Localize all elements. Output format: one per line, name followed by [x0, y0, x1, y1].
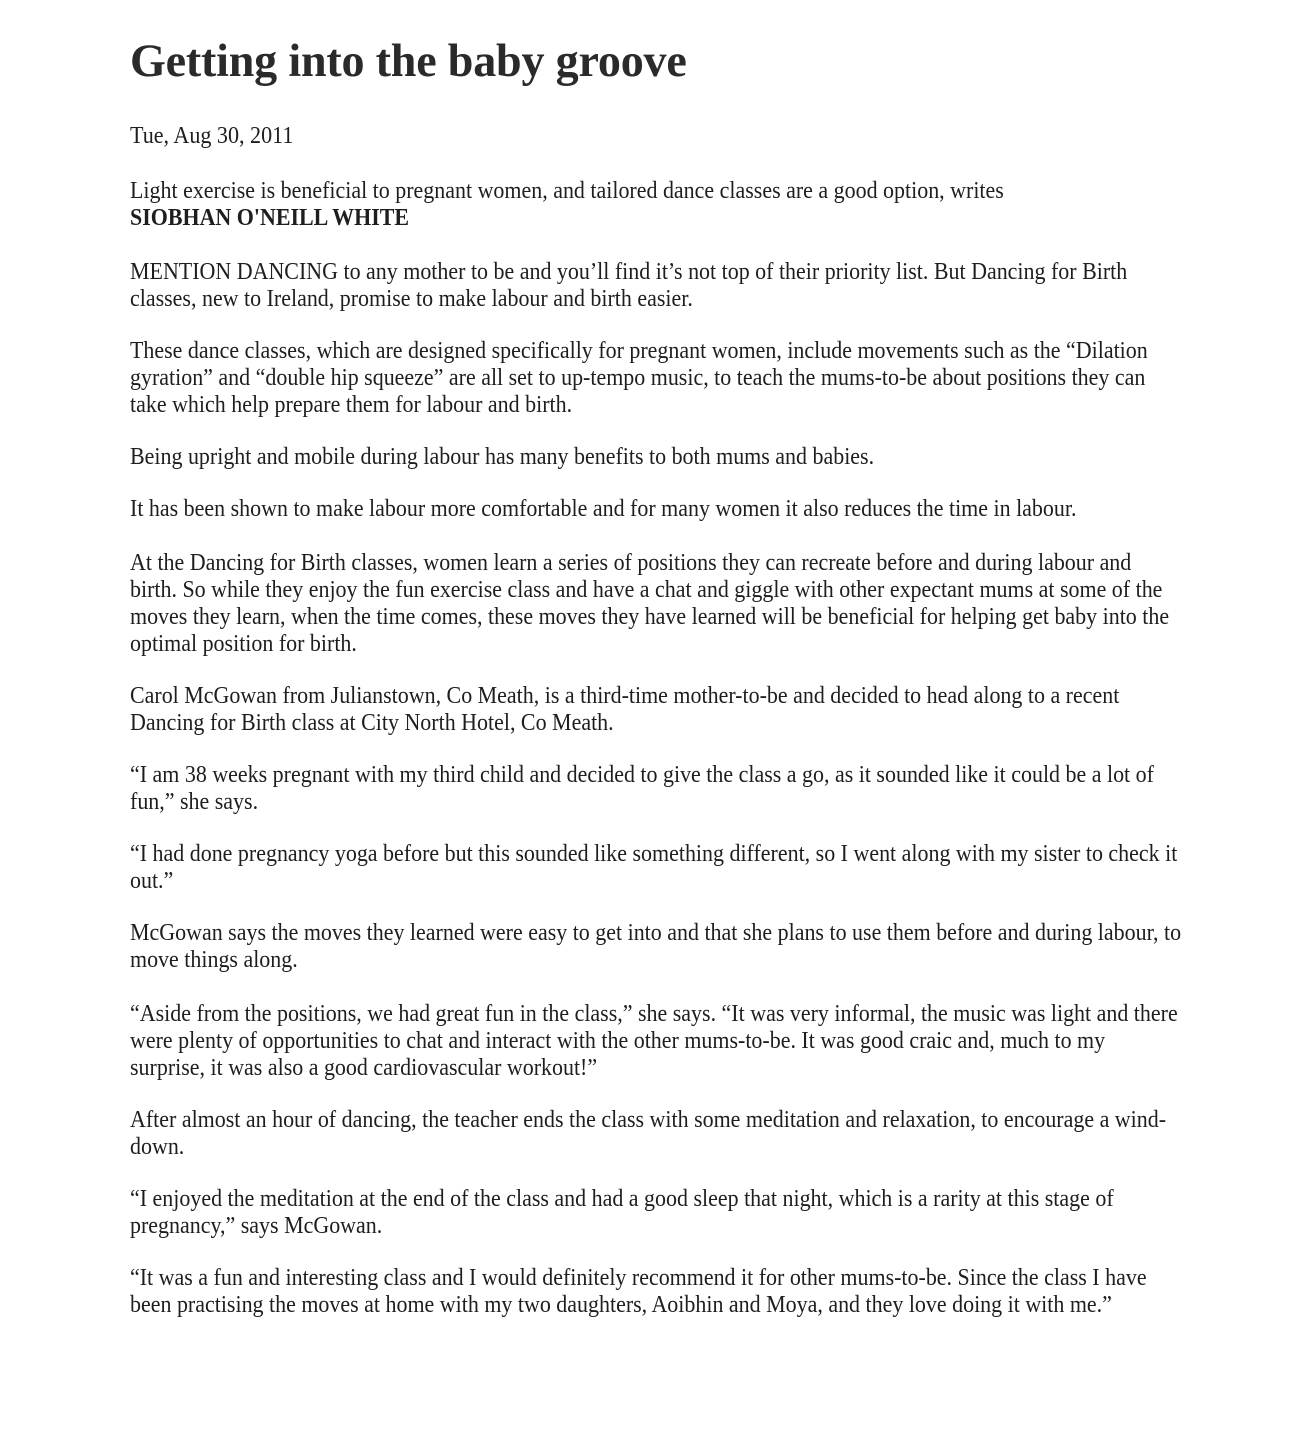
paragraph: “I enjoyed the meditation at the end of the class and had a good sleep that night, which is a rarity at this stage of pregnancy,” says McGowan.	[130, 1186, 1114, 1239]
paragraph: It has been shown to make labour more comfortable and for many women it also reduces the time in labour.	[130, 496, 1077, 522]
paragraph: “I had done pregnancy yoga before but this sounded like something different, so I went along with my sister to check it out.”	[130, 841, 1178, 894]
paragraph: At the Dancing for Birth classes, women learn a series of positions they can recreate before and during labour and birth. So while they enjoy the fun exercise class and have a chat and giggle with other expectant mums at some of the moves they learn, when the time comes, these moves they have learned will be beneficial for helping get baby into the optimal position for birth.	[130, 550, 1170, 657]
paragraph: Being upright and mobile during labour has many benefits to both mums and babies.	[130, 444, 875, 470]
paragraph: Carol McGowan from Julianstown, Co Meath, is a third-time mother-to-be and decided to head along to a recent Dancing for Birth class at City North Hotel, Co Meath.	[130, 683, 1120, 736]
article-title: Getting into the baby groove	[130, 35, 687, 87]
paragraph: “It was a fun and interesting class and I would definitely recommend it for other mums-to-be. Since the class I have been practising the moves at home with my two daughters, Aoibhin and Moya, and they love doing it with me.”	[130, 1265, 1147, 1318]
standfirst	[130, 178, 1182, 232]
paragraph: “I am 38 weeks pregnant with my third child and decided to give the class a go, as it sounded like it could be a lot of fun,” she says.	[130, 762, 1154, 815]
author-byline: SIOBHAN O'NEILL WHITE	[130, 205, 410, 231]
article-body	[130, 178, 1182, 1346]
article-date: Tue, Aug 30, 2011	[130, 123, 294, 149]
paragraph: “Aside from the positions, we had great fun in the class,” she says. “It was very informal, the music was light and there were plenty of opportunities to chat and interact with the other mums-to-be. It was good craic and, much to my surprise, it was also a good cardiovascular workout!”	[130, 1001, 1178, 1081]
paragraph: MENTION DANCING to any mother to be and you’ll find it’s not top of their priority list. But Dancing for Birth classes, new to Ireland, promise to make labour and birth easier.	[130, 259, 1128, 312]
paragraph: McGowan says the moves they learned were easy to get into and that she plans to use them before and during labour, to move things along.	[130, 920, 1182, 973]
paragraph: After almost an hour of dancing, the teacher ends the class with some meditation and relaxation, to encourage a wind-down.	[130, 1107, 1167, 1160]
paragraph: These dance classes, which are designed specifically for pregnant women, include movements such as the “Dilation gyration” and “double hip squeeze” are all set to up-tempo music, to teach the mums-to-be about positions they can take which help prepare them for labour and birth.	[130, 338, 1148, 418]
standfirst-text: Light exercise is beneficial to pregnant women, and tailored dance classes are a good option, writes	[130, 178, 1004, 204]
